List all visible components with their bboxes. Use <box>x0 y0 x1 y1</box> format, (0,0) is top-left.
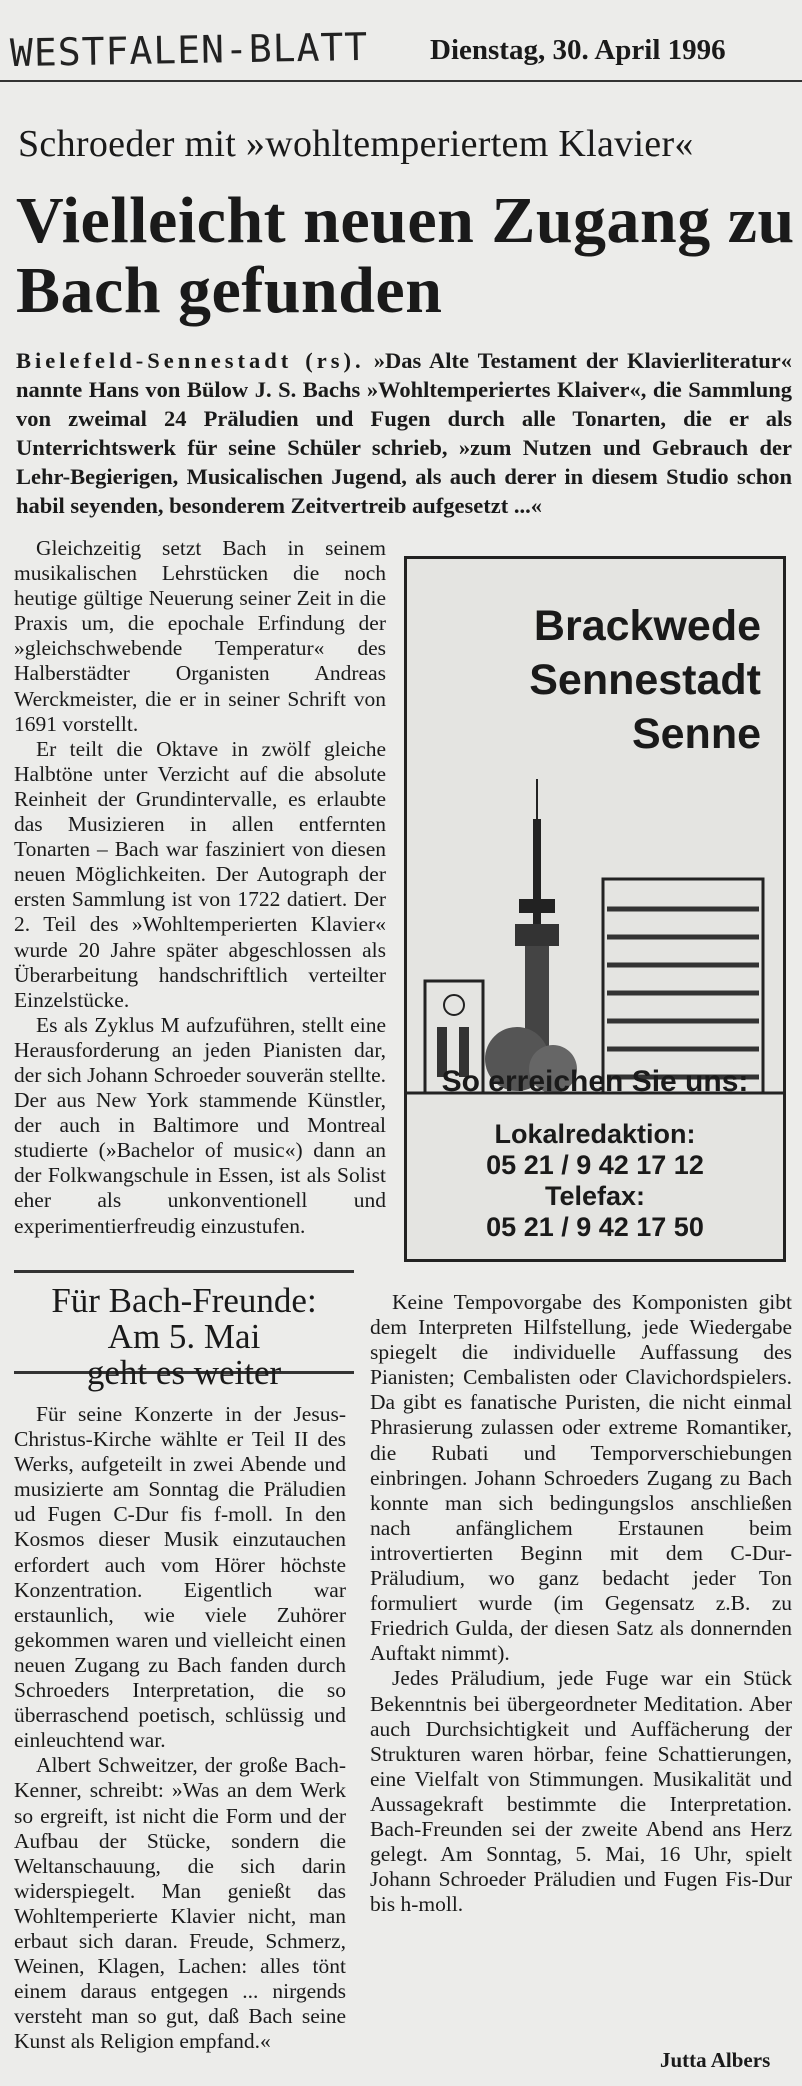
newspaper-masthead: WESTFALEN-BLATT <box>9 24 369 76</box>
ad-phone-fax: 05 21 / 9 42 17 50 <box>486 1212 704 1242</box>
body-column-3 <box>370 1290 792 1917</box>
body-column-1 <box>14 536 386 1239</box>
top-rule <box>0 80 802 82</box>
article-lead <box>16 346 792 520</box>
subhead-box <box>14 1270 354 1392</box>
paragraph: Keine Tempovorgabe des Komponisten gibt dem Interpreten Hilfstellung, jede Wiedergabe spiegelt die individuelle Auffassung des Pianisten; Cembalisten oder Clavichordspielers. Da gibt es fanatische Puristen, die nicht einmal Phrasierung zulassen oder extreme Romantiker, die Rubati und Temporverschiebungen einbringen. Johann Schroeders Zugang zu Bach konnte man sich bedingungslos anschließen nach anfänglichem Erstaunen beim introvertierten Beginn mit dem C-Dur-Präludium, wo ganz bedacht jeder Ton formuliert wurde (im Gegensatz z.B. zu Friedrich Gulda, der diesen Satz als donnernden Auftakt nimmt). <box>370 1290 792 1666</box>
lead-dateline: Bielefeld-Sennestadt (rs). <box>16 348 365 373</box>
paragraph: Jedes Präludium, jede Fuge war ein Stück Bekenntnis bei übergeordneter Meditation. Aber auch Durchsichtigkeit und Auffächerung der Strukturen waren hörbar, feine Schattierungen, eine Vielfalt von Stimmungen. Musikalität und Aussagekraft bestimmte die Interpretation. Bach-Freunden sei der zweite Abend ans Herz gelegt. Am Sonntag, 5. Mai, 16 Uhr, spielt Johann Schroeder Präludien und Fugen Fis-Dur bis h-moll. <box>370 1666 792 1917</box>
subhead-line: geht es weiter <box>86 1353 282 1392</box>
lead-text: »Das Alte Testament der Klavierliteratur« nannte Hans von Bülow J. S. Bachs »Wohltemperiertes Klaiver«, die Sammlung von zweimal 24 Präludien und Fugen durch alle Tonarten, die er als Unterrichtswerk für seine Schüler schrieb, »zum Nutzen und Gebrauch der Lehr-Begierigen, Musicalischen Jugend, als auch derer in diesem Studio schon habil seyenden, besonderem Zeitvertreib aufgesetzt ...« <box>16 348 792 518</box>
ad-title-line: Brackwede <box>533 602 761 650</box>
ad-label-fax: Telefax: <box>544 1181 646 1211</box>
subhead-line: Für Bach-Freunde: <box>51 1281 317 1320</box>
article-kicker: Schroeder mit »wohltemperiertem Klavier« <box>18 123 694 165</box>
contact-ad-box <box>404 556 786 1262</box>
paragraph: Für seine Konzerte in der Jesus-Christus-Kirche wählte er Teil II des Werks, aufgeteilt in zwei Abende und musizierte am Sonntag die Präludien ud Fugen C-Dur fis f-moll. In den Kosmos dieser Musik einzutauchen erfordert auch vom Hörer höchste Konzentration. Eigentlich war erstaunlich, wie viele Zuhörer gekommen waren und vielleicht einen neuen Zugang zu Bach fanden durch Schroeders Interpretation, die so überraschend poetisch, schlüssig und einleuchtend war. <box>14 1402 346 1753</box>
body-column-2 <box>14 1402 346 2054</box>
ad-title <box>407 599 783 761</box>
paragraph: Gleichzeitig setzt Bach in seinem musikalischen Lehrstücken die noch heutige gültige Neuerung seiner Zeit in die Praxis um, die epochale Erfindung der »gleichschwebende Temperatur« des Halberstädter Organisten Andreas Werckmeister, die er in seiner Schrift von 1691 vorstellt. <box>14 536 386 736</box>
ad-subtitle: So erreichen Sie uns: <box>441 1065 749 1098</box>
author-byline: Jutta Albers <box>660 2048 771 2072</box>
article-headline: Vielleicht neuen Zugang zu Bach gefunden <box>16 184 795 327</box>
paragraph: Es als Zyklus M aufzuführen, stellt eine Herausforderung an jeden Pianisten dar, der sich Johann Schroeder souverän stellte. Der aus New York stammende Künstler, der auch in Baltimore und Montreal studierte (»Bachelor of music«) dann an der Folkwangschule in Essen, ist als Solist eher als unkonventionell und experimentierfreudig einzustufen. <box>14 1012 386 1238</box>
paragraph: Albert Schweitzer, der große Bach-Kenner, schreibt: »Was an dem Werk so ergreift, ist nicht die Form und der Aufbau der Stücke, sondern die Weltanschauung, die sich darin widerspiegelt. Man genießt das Wohltemperierte Klavier nicht, man erbaut sich daran. Freude, Schmerz, Weinen, Klagen, Lachen: alles tönt einem daraus entgegen ... nirgends versteht man so gut, daß Bach seine Kunst als Religion empfand.« <box>14 1753 346 2054</box>
ad-title-line: Sennestadt <box>529 656 761 704</box>
paragraph: Er teilt die Oktave in zwölf gleiche Halbtöne unter Verzicht auf die absolute Reinheit der Grundintervalle, es erlaubte das Musizieren in allen entfernten Tonarten – Bach war fasziniert von diesen neuen Möglichkeiten. Der Autograph der ersten Sammlung ist von 1722 datiert. Der 2. Teil des »Wohltemperierten Klavier« wurde 20 Jahre später abgeschlossen als Überarbeitung handschriftlich verteilter Einzelstücke. <box>14 736 386 1012</box>
city-skyline-illustration <box>407 759 783 1099</box>
ad-label-editorial: Lokalredaktion: <box>494 1119 696 1149</box>
issue-date: Dienstag, 30. April 1996 <box>430 34 726 66</box>
subhead-line: Am 5. Mai <box>107 1317 261 1356</box>
ad-phone-editorial: 05 21 / 9 42 17 12 <box>486 1150 704 1180</box>
ad-title-line: Senne <box>631 710 761 758</box>
